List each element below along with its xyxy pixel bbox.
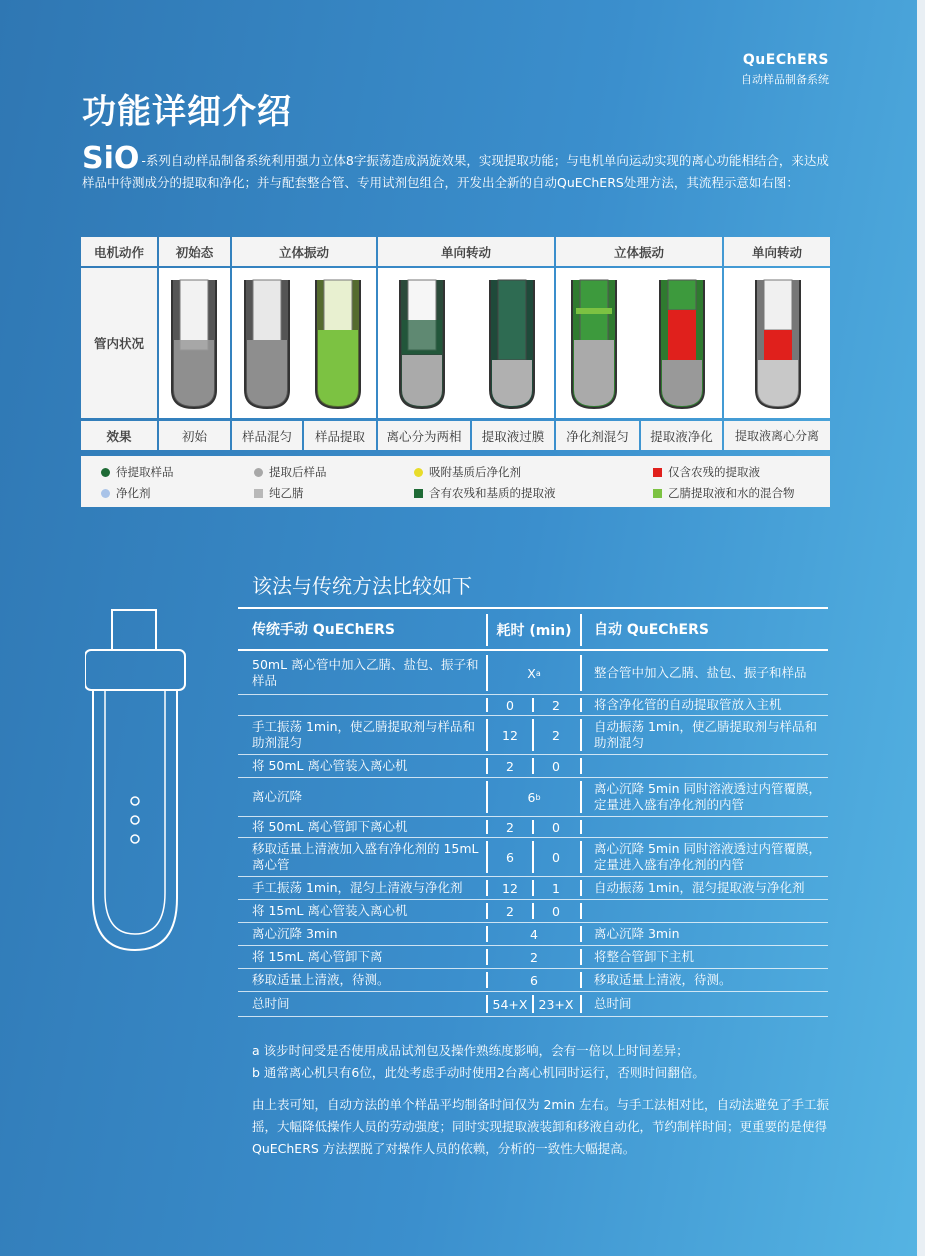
tube-3 (400, 280, 444, 408)
tube-6 (660, 280, 704, 408)
col-divider (580, 841, 582, 873)
effect-7: 提取液离心分离 (724, 421, 830, 450)
col-divider (580, 719, 582, 751)
manual-step: 手工振荡 1min，使乙腈提取剂与样品和助剂混匀 (252, 719, 475, 750)
time-manual: 0 (506, 697, 514, 713)
legend-label: 吸附基质后净化剂 (429, 465, 521, 479)
tube-7 (756, 280, 800, 408)
col-divider (580, 949, 582, 965)
tube-illustrations (0, 0, 925, 430)
legend-swatch (414, 468, 423, 477)
legend-label: 含有农残和基质的提取液 (429, 486, 556, 500)
legend-item (101, 464, 174, 480)
header-manual: 传统手动 QuEChERS (252, 622, 395, 638)
legend-swatch (414, 489, 423, 498)
auto-step: 将整合管卸下主机 (594, 949, 695, 964)
manual-step: 离心沉降 3min (252, 926, 338, 941)
time-manual: 2 (506, 758, 514, 774)
col-divider (580, 655, 582, 691)
auto-step: 离心沉降 5min 同时溶液透过内管覆膜，定量进入盛有净化剂的内管 (594, 781, 821, 812)
table-row (238, 900, 828, 922)
table-row (238, 838, 828, 876)
row-label-effect: 效果 (81, 421, 157, 450)
footnote-b: b 通常离心机只有6位，此处考虑手动时使用2台离心机同时运行，否则时间翻倍。 (252, 1065, 705, 1080)
tube-4 (490, 280, 534, 408)
manual-step: 移取适量上清液，待测。 (252, 972, 390, 987)
motor-state-2: 单向转动 (378, 237, 554, 266)
legend-item (653, 464, 760, 480)
col-divider (486, 614, 488, 646)
time-value: 6 (530, 972, 538, 988)
time-value: X (527, 665, 536, 681)
row-label-motor: 电机动作 (81, 237, 157, 266)
table-row (238, 652, 828, 694)
time-value: 4 (530, 926, 538, 942)
time-manual: 12 (502, 727, 518, 743)
row-label-tube: 管内状况 (81, 268, 157, 418)
col-divider (580, 903, 582, 919)
time-auto: 23+X (538, 996, 574, 1012)
tube-2 (316, 280, 360, 408)
effect-5: 净化剂混匀 (556, 421, 639, 450)
time-value: 2 (530, 949, 538, 965)
legend-swatch (254, 468, 263, 477)
auto-step (594, 755, 828, 777)
legend-swatch (101, 489, 110, 498)
effect-0: 初始 (159, 421, 230, 450)
auto-step (594, 900, 828, 922)
legend-swatch (653, 468, 662, 477)
table-row (238, 778, 828, 816)
brand-subtitle: 自动样品制备系统 (741, 73, 829, 86)
legend-swatch (101, 468, 110, 477)
table-rule (238, 607, 828, 609)
auto-step: 离心沉降 3min (594, 926, 680, 941)
time-merged (488, 969, 580, 991)
time-manual: 54+X (492, 996, 528, 1012)
table-rule (238, 649, 828, 651)
col-divider (580, 880, 582, 896)
auto-step: 自动振荡 1min，混匀提取液与净化剂 (594, 880, 805, 895)
auto-step: 移取适量上清液，待测。 (594, 972, 732, 987)
legend-label: 净化剂 (116, 486, 151, 500)
footnote-marker: a (535, 668, 541, 678)
time-merged (488, 923, 580, 945)
tube-outline-illustration (85, 608, 195, 958)
manual-step: 离心沉降 (252, 789, 303, 804)
conclusion-paragraph: 由上表可知，自动方法的单个样品平均制备时间仅为 2min 左右。与手工法相对比，自动法避免了手工振摇，大幅降低操作人员的劳动强度；同时实现提取液装卸和移液自动化，节约制样时间；更重要的是使得 QuEChERS 方法摆脱了对操作人员的依赖，分析的一致性大幅提高。 (252, 1097, 829, 1156)
manual-step: 总时间 (252, 996, 290, 1011)
footnotes (252, 1040, 832, 1084)
legend-label: 纯乙腈 (269, 486, 304, 500)
legend-item (414, 485, 556, 501)
effect-6: 提取液净化 (641, 421, 722, 450)
auto-step: 整合管中加入乙腈、盐包、振子和样品 (594, 665, 807, 680)
auto-step: 将含净化管的自动提取管放入主机 (594, 697, 782, 712)
footnote-a: a 该步时间受是否使用成品试剂包及操作熟练度影响，会有一倍以上时间差异； (252, 1043, 689, 1058)
legend-label: 待提取样品 (116, 465, 174, 479)
motor-state-1: 立体振动 (232, 237, 376, 266)
header-time: 耗时 (min) (496, 623, 572, 639)
table-row (238, 755, 828, 777)
brand-name: QuEChERS (742, 52, 829, 68)
header-auto: 自动 QuEChERS (594, 622, 709, 638)
page-title: 功能详细介绍 (82, 92, 292, 132)
legend-item (653, 485, 795, 501)
col-divider (580, 698, 582, 712)
effect-1: 样品混匀 (232, 421, 302, 450)
table-row (238, 716, 828, 754)
manual-step: 移取适量上清液加入盛有净化剂的 15mL 离心管 (252, 841, 479, 872)
legend-label: 乙腈提取液和水的混合物 (668, 486, 795, 500)
table-row (238, 946, 828, 968)
manual-step: 手工振荡 1min，混匀上清液与净化剂 (252, 880, 463, 895)
tube-1 (245, 280, 289, 408)
time-manual: 2 (506, 903, 514, 919)
auto-step: 自动振荡 1min，使乙腈提取剂与样品和助剂混匀 (594, 719, 817, 750)
legend-item (414, 464, 521, 480)
auto-step: 总时间 (594, 996, 632, 1011)
col-divider (580, 972, 582, 988)
effect-2: 样品提取 (304, 421, 376, 450)
col-divider (580, 758, 582, 774)
motor-state-3: 立体振动 (556, 237, 722, 266)
table-row (238, 695, 828, 715)
time-manual: 12 (502, 880, 518, 896)
legend-item (254, 485, 304, 501)
table-row (238, 992, 828, 1016)
col-divider (580, 781, 582, 813)
motor-state-4: 单向转动 (724, 237, 830, 266)
manual-step: 将 50mL 离心管装入离心机 (252, 758, 408, 773)
time-auto: 0 (552, 849, 560, 865)
auto-step: 离心沉降 5min 同时溶液透过内管覆膜，定量进入盛有净化剂的内管 (594, 841, 821, 872)
legend-item (101, 485, 151, 501)
legend-label: 提取后样品 (269, 465, 327, 479)
manual-step: 将 50mL 离心管卸下离心机 (252, 819, 408, 834)
tube-0 (172, 280, 216, 408)
legend-item (254, 464, 327, 480)
time-manual: 6 (506, 849, 514, 865)
manual-step: 将 15mL 离心管装入离心机 (252, 903, 408, 918)
table-row (238, 817, 828, 837)
time-merged (488, 652, 580, 694)
legend-swatch (653, 489, 662, 498)
legend-swatch (254, 489, 263, 498)
time-auto: 0 (552, 758, 560, 774)
effect-3: 离心分为两相 (378, 421, 470, 450)
legend (81, 456, 830, 507)
table-row (238, 923, 828, 945)
time-auto: 2 (552, 727, 560, 743)
time-manual: 2 (506, 819, 514, 835)
footnote-marker: b (535, 792, 541, 802)
time-value: 6 (527, 789, 536, 805)
legend-label: 仅含农残的提取液 (668, 465, 760, 479)
effect-4: 提取液过膜 (472, 421, 554, 450)
col-divider (580, 820, 582, 834)
time-merged (488, 778, 580, 816)
table-row (238, 969, 828, 991)
intro-lead: SiO (82, 141, 140, 176)
time-auto: 0 (552, 903, 560, 919)
table-rule (238, 1016, 828, 1017)
col-divider (580, 926, 582, 942)
table-header-row (238, 611, 828, 649)
time-auto: 0 (552, 819, 560, 835)
time-auto: 2 (552, 697, 560, 713)
comparison-title: 该法与传统方法比较如下 (252, 574, 472, 598)
manual-step: 50mL 离心管中加入乙腈、盐包、振子和样品 (252, 657, 479, 688)
manual-step: 将 15mL 离心管卸下离 (252, 949, 383, 964)
col-divider (580, 614, 582, 646)
tube-5 (572, 280, 616, 408)
time-auto: 1 (552, 880, 560, 896)
manual-step (252, 695, 487, 715)
motor-state-0: 初始态 (159, 237, 230, 266)
auto-step (594, 817, 828, 837)
table-row (238, 877, 828, 899)
col-divider (580, 995, 582, 1013)
intro-text: -系列自动样品制备系统利用强力立体8字振荡造成涡旋效果，实现提取功能；与电机单向运动实现的离心功能相结合，来达成样品中待测成分的提取和净化；并与配套整合管、专用试剂包组合，开发出全新的自动QuEChERS处理方法，其流程示意如右图： (82, 153, 829, 190)
time-merged (488, 946, 580, 968)
